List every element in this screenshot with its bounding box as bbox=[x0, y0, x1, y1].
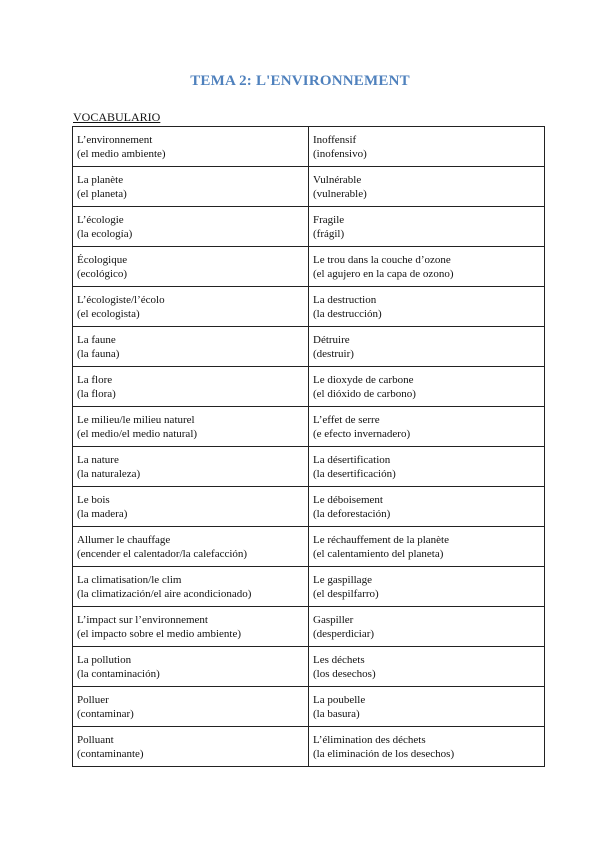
vocab-term: La destruction bbox=[313, 293, 377, 306]
vocab-translation: (desperdiciar) bbox=[313, 627, 375, 640]
table-row bbox=[73, 567, 545, 607]
table-row bbox=[73, 687, 545, 727]
vocab-term: La pollution bbox=[77, 653, 132, 666]
vocab-term: Le trou dans la couche d’ozone bbox=[313, 253, 451, 266]
vocab-translation: (la deforestación) bbox=[313, 507, 391, 520]
vocab-translation: (el impacto sobre el medio ambiente) bbox=[77, 627, 242, 640]
page-title: TEMA 2: L'ENVIRONNEMENT bbox=[190, 73, 410, 89]
vocab-translation: (la desertificación) bbox=[313, 467, 396, 480]
vocab-cell-right bbox=[309, 367, 545, 407]
table-row bbox=[73, 527, 545, 567]
vocab-cell-left bbox=[73, 367, 309, 407]
vocab-translation: (la fauna) bbox=[77, 347, 120, 360]
vocab-cell-right bbox=[309, 527, 545, 567]
vocab-term: La climatisation/le clim bbox=[77, 573, 182, 586]
vocab-term: Vulnérable bbox=[313, 173, 362, 186]
vocab-translation: (el agujero en la capa de ozono) bbox=[313, 267, 454, 280]
vocab-term: Le milieu/le milieu naturel bbox=[77, 413, 195, 426]
vocab-term: L’environnement bbox=[77, 133, 153, 146]
vocab-cell-left bbox=[73, 247, 309, 287]
vocab-term: Allumer le chauffage bbox=[77, 533, 171, 546]
vocab-translation: (destruir) bbox=[313, 347, 354, 360]
vocab-cell-left bbox=[73, 407, 309, 447]
table-row bbox=[73, 647, 545, 687]
vocab-cell-left bbox=[73, 567, 309, 607]
table-row bbox=[73, 367, 545, 407]
vocab-cell-left bbox=[73, 487, 309, 527]
vocab-translation: (frágil) bbox=[313, 227, 345, 240]
vocab-cell-right bbox=[309, 207, 545, 247]
vocab-cell-right bbox=[309, 247, 545, 287]
table-row bbox=[73, 127, 545, 167]
vocab-translation: (contaminante) bbox=[77, 747, 144, 760]
vocab-translation: (la contaminación) bbox=[77, 667, 160, 680]
vocab-cell-left bbox=[73, 287, 309, 327]
vocab-term: L’impact sur l’environnement bbox=[77, 613, 208, 626]
vocab-cell-right bbox=[309, 327, 545, 367]
vocabulary-table bbox=[72, 126, 545, 767]
vocab-cell-left bbox=[73, 527, 309, 567]
vocab-cell-right bbox=[309, 167, 545, 207]
vocab-term: Écologique bbox=[77, 253, 128, 266]
table-row bbox=[73, 407, 545, 447]
vocab-term: Le bois bbox=[77, 493, 110, 506]
vocab-cell-right bbox=[309, 447, 545, 487]
vocab-translation: (el medio/el medio natural) bbox=[77, 427, 198, 440]
vocab-term: La poubelle bbox=[313, 693, 366, 706]
table-row bbox=[73, 607, 545, 647]
vocab-term: Le déboisement bbox=[313, 493, 383, 506]
vocab-cell-left bbox=[73, 327, 309, 367]
vocab-term: La désertification bbox=[313, 453, 391, 466]
vocab-translation: (contaminar) bbox=[77, 707, 134, 720]
vocab-translation: (el despilfarro) bbox=[313, 587, 379, 600]
vocab-translation: (el medio ambiente) bbox=[77, 147, 166, 160]
vocab-cell-right bbox=[309, 487, 545, 527]
table-row bbox=[73, 207, 545, 247]
table-row bbox=[73, 247, 545, 287]
vocab-cell-right bbox=[309, 567, 545, 607]
vocab-term: Polluer bbox=[77, 693, 109, 706]
vocab-cell-left bbox=[73, 447, 309, 487]
vocab-translation: (la madera) bbox=[77, 507, 128, 520]
vocab-translation: (la basura) bbox=[313, 707, 360, 720]
vocab-translation: (el calentamiento del planeta) bbox=[313, 547, 444, 560]
vocab-translation: (la naturaleza) bbox=[77, 467, 141, 480]
vocab-cell-right bbox=[309, 407, 545, 447]
vocab-term: Fragile bbox=[313, 213, 345, 226]
vocab-translation: (el dióxido de carbono) bbox=[313, 387, 416, 400]
table-row bbox=[73, 327, 545, 367]
table-row bbox=[73, 447, 545, 487]
section-heading-vocabulario: VOCABULARIO bbox=[73, 110, 161, 124]
vocab-term: Inoffensif bbox=[313, 133, 357, 146]
vocab-term: Le réchauffement de la planète bbox=[313, 533, 449, 546]
vocab-cell-left bbox=[73, 167, 309, 207]
vocab-translation: (la flora) bbox=[77, 387, 116, 400]
vocab-translation: (la eliminación de los desechos) bbox=[313, 747, 455, 760]
vocab-term: Le gaspillage bbox=[313, 573, 372, 586]
vocab-translation: (el planeta) bbox=[77, 187, 127, 200]
vocab-cell-right bbox=[309, 607, 545, 647]
vocab-cell-right bbox=[309, 727, 545, 767]
vocab-term: L’effet de serre bbox=[313, 413, 380, 426]
vocab-term: La planète bbox=[77, 173, 124, 186]
vocab-translation: (vulnerable) bbox=[313, 187, 367, 200]
table-row bbox=[73, 727, 545, 767]
vocab-term: Le dioxyde de carbone bbox=[313, 373, 414, 386]
vocab-cell-right bbox=[309, 647, 545, 687]
vocab-cell-left bbox=[73, 127, 309, 167]
vocab-term: L’écologie bbox=[77, 213, 124, 226]
vocab-cell-right bbox=[309, 127, 545, 167]
table-row bbox=[73, 487, 545, 527]
vocab-translation: (la destrucción) bbox=[313, 307, 382, 320]
vocab-translation: (e efecto invernadero) bbox=[313, 427, 411, 440]
vocab-translation: (la climatización/el aire acondicionado) bbox=[77, 587, 252, 600]
vocab-cell-right bbox=[309, 687, 545, 727]
vocab-term: La faune bbox=[77, 333, 116, 346]
vocab-term: L’écologiste/l’écolo bbox=[77, 293, 165, 306]
vocab-translation: (los desechos) bbox=[313, 667, 376, 680]
vocab-term: L’élimination des déchets bbox=[313, 733, 426, 746]
vocab-translation: (inofensivo) bbox=[313, 147, 367, 160]
vocab-cell-left bbox=[73, 207, 309, 247]
vocab-translation: (ecológico) bbox=[77, 267, 128, 280]
vocab-term: Gaspiller bbox=[313, 613, 354, 626]
vocab-translation: (la ecología) bbox=[77, 227, 133, 240]
vocab-term: Les déchets bbox=[313, 653, 365, 666]
vocabulary-table-body bbox=[73, 127, 545, 767]
table-row bbox=[73, 287, 545, 327]
vocab-term: Détruire bbox=[313, 333, 350, 346]
vocab-translation: (el ecologista) bbox=[77, 307, 140, 320]
vocab-cell-left bbox=[73, 647, 309, 687]
vocab-term: La flore bbox=[77, 373, 113, 386]
vocab-term: La nature bbox=[77, 453, 119, 466]
vocab-cell-left bbox=[73, 607, 309, 647]
vocab-cell-left bbox=[73, 687, 309, 727]
vocab-term: Polluant bbox=[77, 733, 114, 746]
vocab-cell-right bbox=[309, 287, 545, 327]
vocab-translation: (encender el calentador/la calefacción) bbox=[77, 547, 248, 560]
vocab-cell-left bbox=[73, 727, 309, 767]
table-row bbox=[73, 167, 545, 207]
